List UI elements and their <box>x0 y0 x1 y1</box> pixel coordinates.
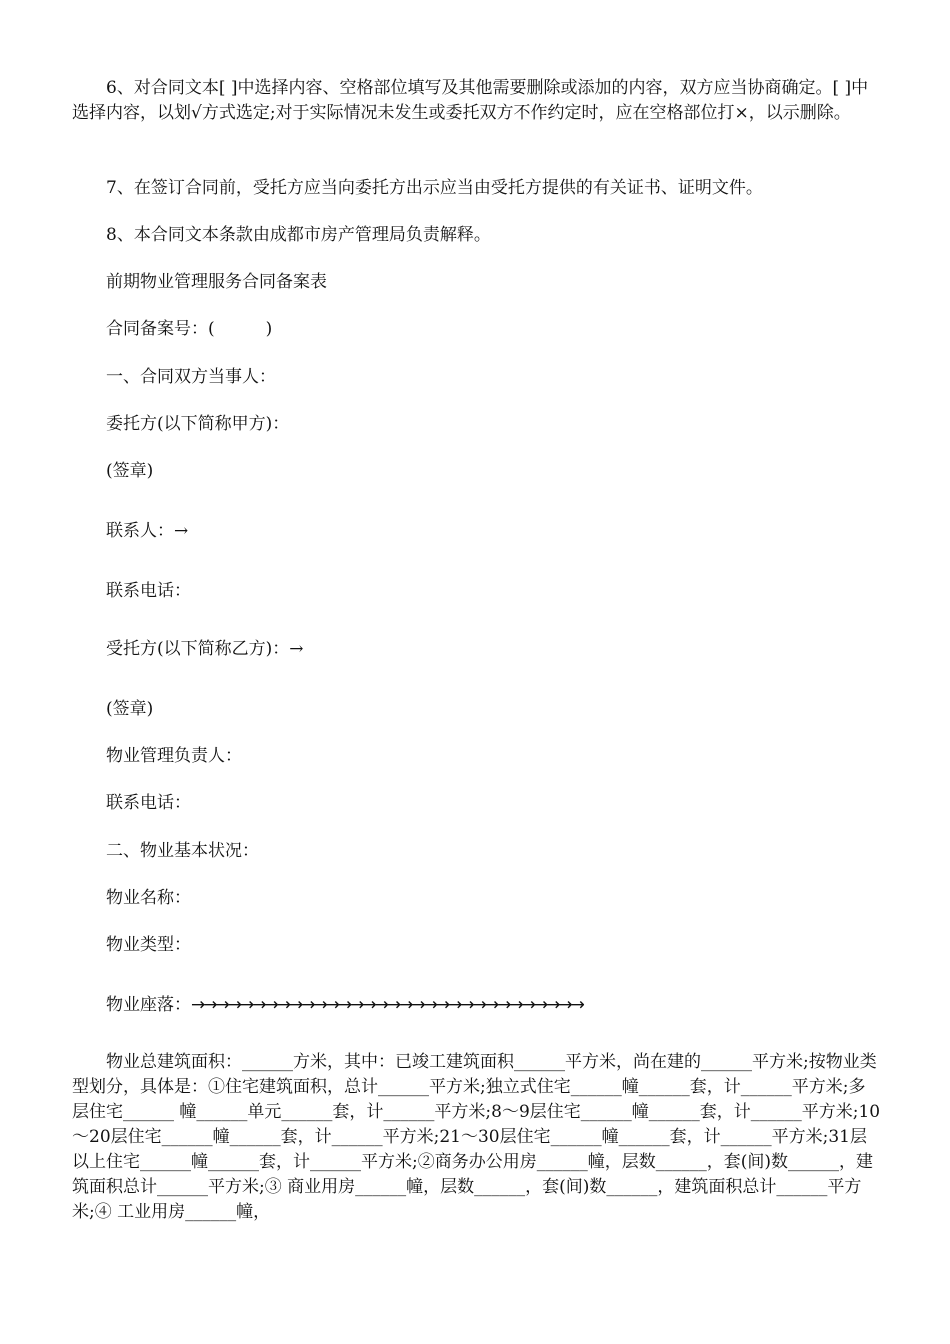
client-contact: 联系人：→ <box>106 521 189 541</box>
filing-number: 合同备案号：( ) <box>106 319 273 339</box>
section-1-heading: 一、合同双方当事人： <box>106 367 276 387</box>
property-type: 物业类型： <box>106 935 191 955</box>
clause-7: 7、在签订合同前，受托方应当向委托方出示应当由受托方提供的有关证书、证明文件。 <box>106 178 763 198</box>
trustee-label: 受托方(以下简称乙方)：→ <box>106 639 304 659</box>
section-2-heading: 二、物业基本状况： <box>106 841 259 861</box>
property-name: 物业名称： <box>106 888 191 908</box>
property-manager: 物业管理负责人： <box>106 746 242 766</box>
area-paragraph: 物业总建筑面积：______方米，其中：已竣工建筑面积______平方米，尚在建的______平方米;按物业类型划分，具体是：①住宅建筑面积，总计______平方米;独立式住宅______幢______套，计______平方米;多层住宅______ 幢______单元______套，计______平方米;8～9层住宅______幢______套，计______平方米;10～20层住宅______幢______套，计______平方米;21～30层住宅______幢______套，计______平方米;31层以上住宅______幢______套，计______平方米;②商务办公用房______幢，层数______，套(间)数______，建筑面积总计______平方米;③ 商业用房______幢，层数______，套(间)数______，建筑面积总计______平方米;④ 工业用房______幢， <box>72 1052 881 1222</box>
trustee-phone: 联系电话： <box>106 793 191 813</box>
property-location-arrows: →→→→→→→→→→→→→→→→→→→→→→→→→→→→→→→→ <box>191 995 583 1015</box>
clause-6: 6、对合同文本[ ]中选择内容、空格部位填写及其他需要删除或添加的内容，双方应当协商确定。[ ]中选择内容，以划√方式选定;对于实际情况未发生或委托双方不作约定时，应在空格部位打×，以示删除。 <box>72 78 869 123</box>
client-label: 委托方(以下简称甲方)： <box>106 414 290 434</box>
trustee-seal: (签章) <box>106 699 154 719</box>
form-title: 前期物业管理服务合同备案表 <box>106 272 327 292</box>
property-location <box>106 993 583 1018</box>
property-location-label: 物业座落： <box>106 995 191 1015</box>
clause-8: 8、本合同文本条款由成都市房产管理局负责解释。 <box>106 225 491 245</box>
client-phone: 联系电话： <box>106 581 191 601</box>
client-seal: (签章) <box>106 461 154 481</box>
